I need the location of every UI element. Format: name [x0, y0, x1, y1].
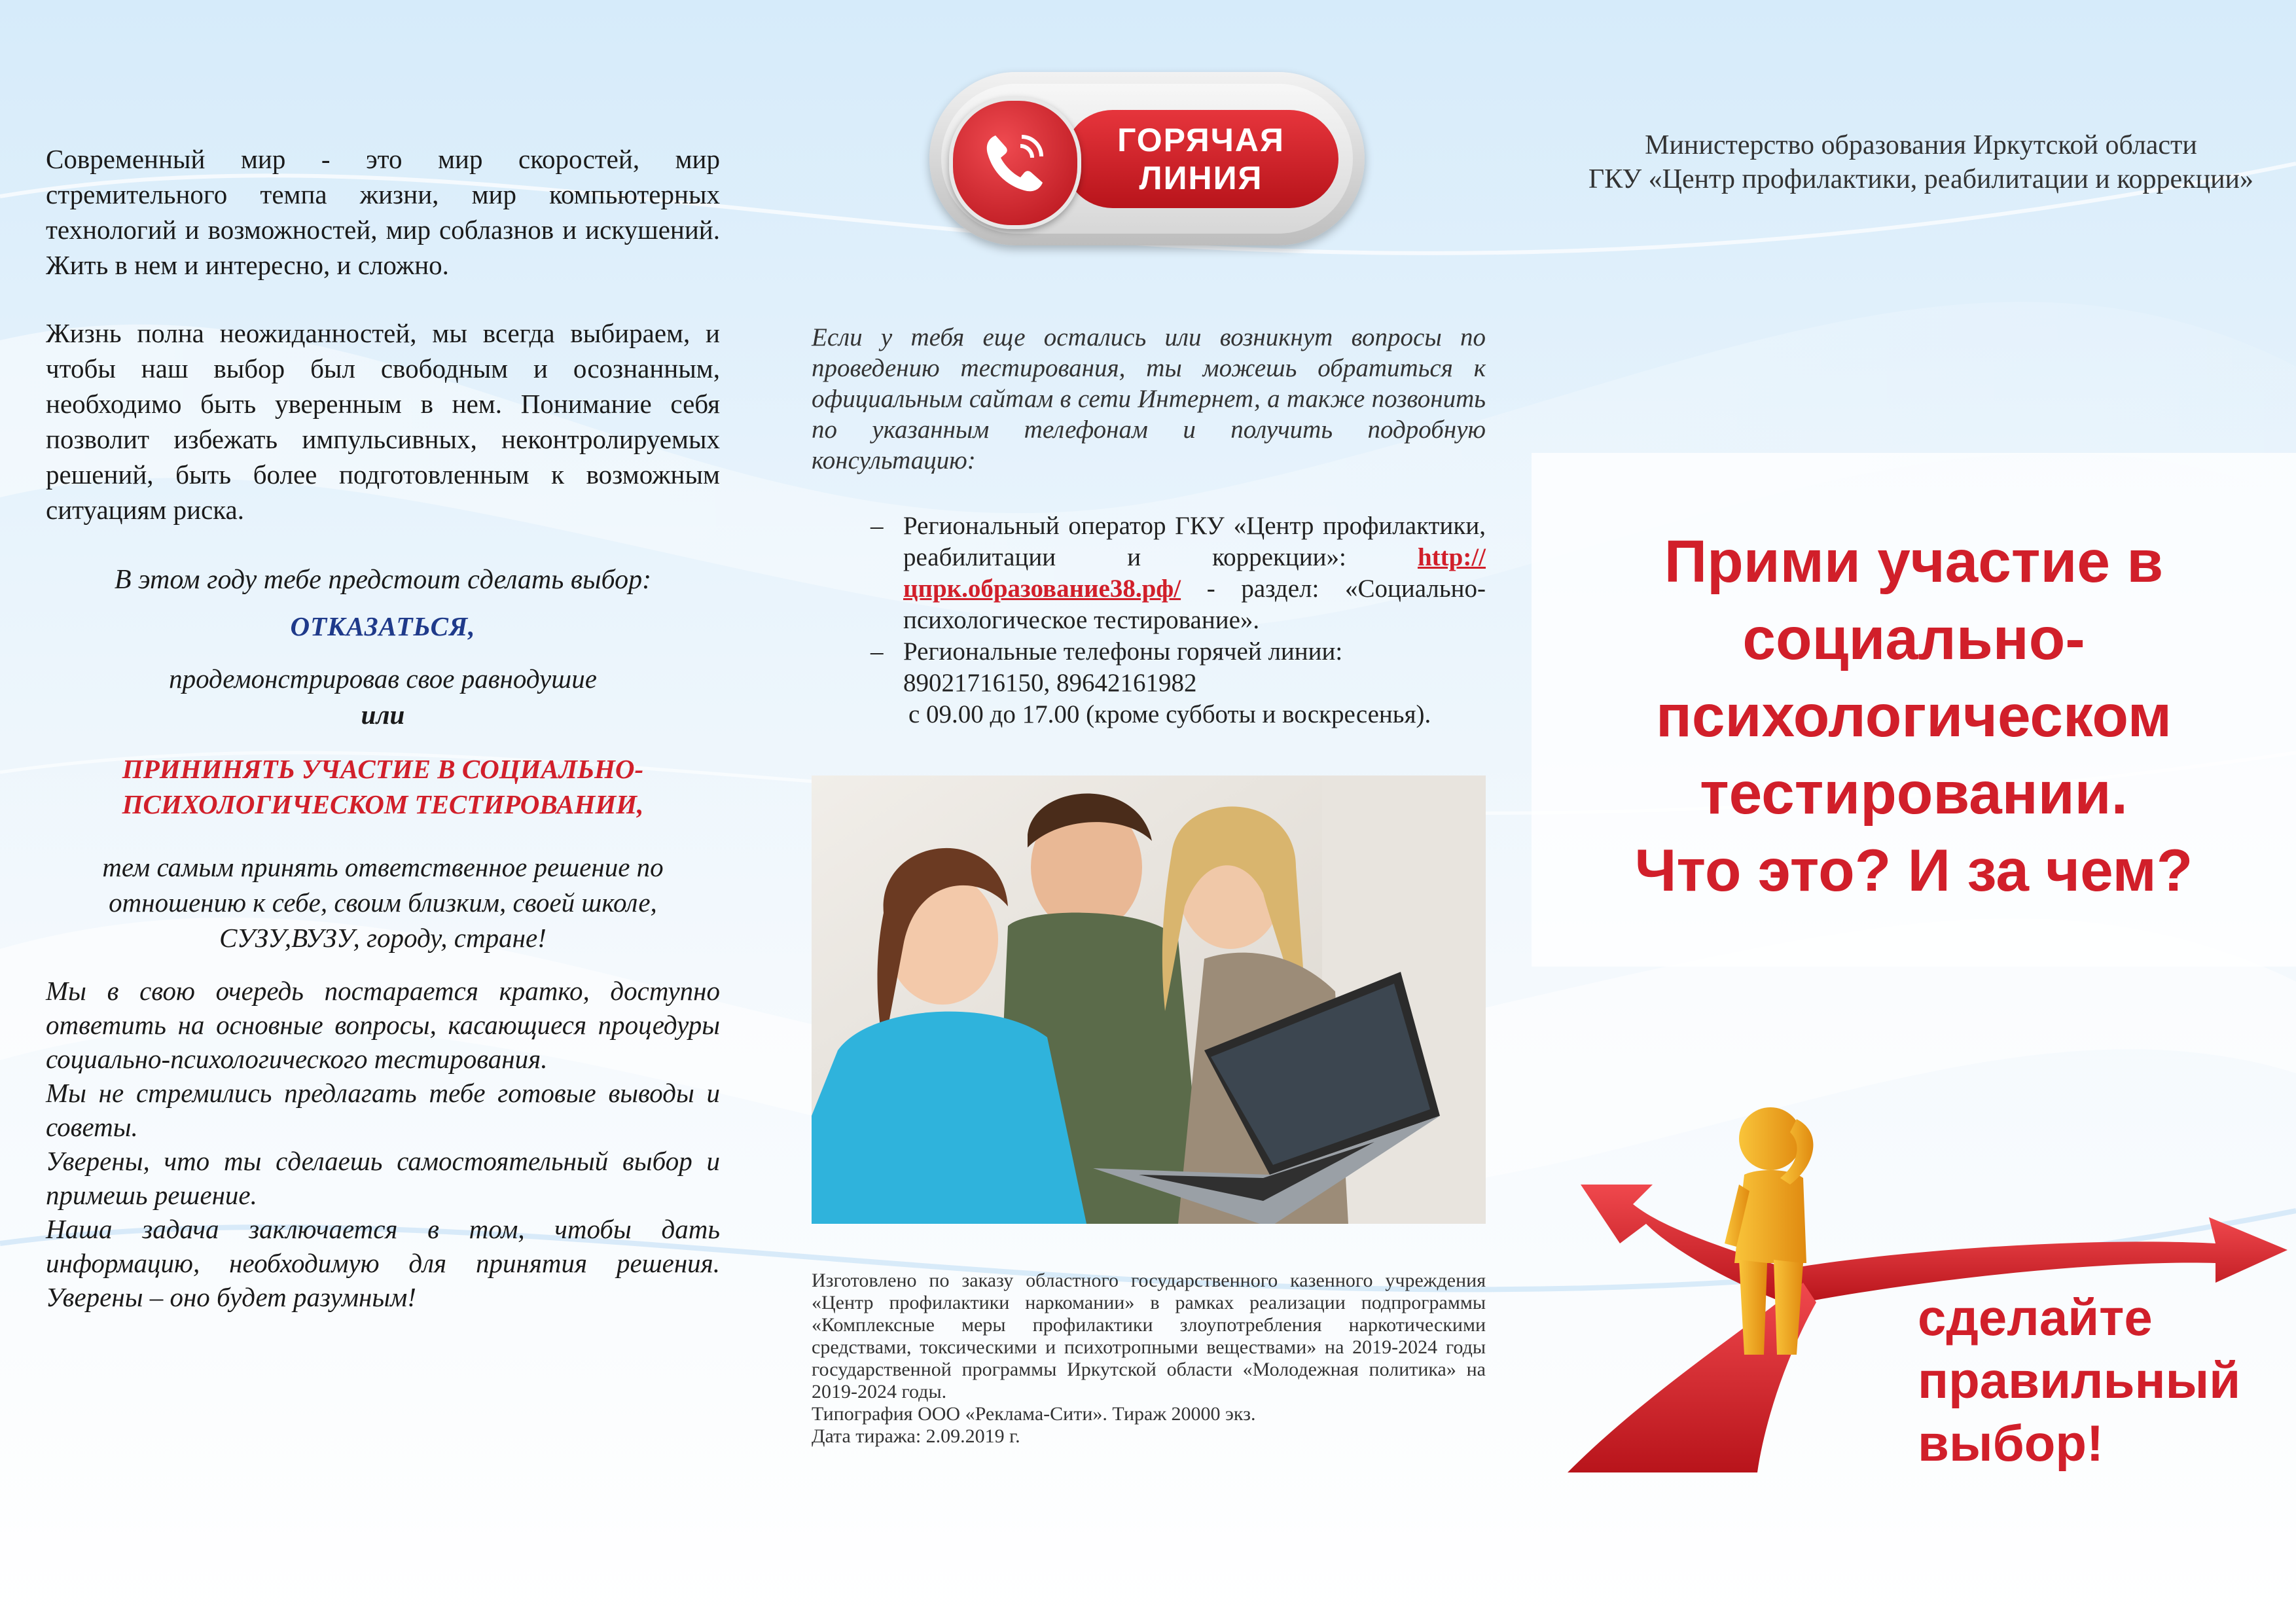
ministry-header — [1584, 128, 2258, 196]
hotline-title: Региональные телефоны горячей линии: — [903, 637, 1343, 666]
title-line: Прими участие в — [1664, 529, 2164, 595]
slogan-line: правильный — [1918, 1351, 2241, 1409]
option-participate: ПРИНИНЯТЬ УЧАСТИЕ В СОЦИАЛЬНО-ПСИХОЛОГИЧЕСКОМ ТЕСТИРОВАНИИ, — [122, 754, 644, 819]
contact-operator-text: Региональный оператор ГКУ «Центр профилактики, реабилитации и коррекции»: — [903, 512, 1486, 571]
colophon — [812, 1270, 1486, 1448]
center-name: ГКУ «Центр профилактики, реабилитации и коррекции» — [1588, 164, 2254, 194]
closing-line: Мы не стремились предлагать тебе готовые выводы и советы. — [46, 1078, 720, 1142]
choice-intro: В этом году тебе предстоит сделать выбор: — [114, 565, 652, 595]
option-refuse: ОТКАЗАТЬСЯ, — [290, 611, 476, 641]
middle-panel — [812, 0, 1486, 1623]
slogan — [1918, 1286, 2284, 1474]
contact-hotline: – Региональные телефоны горячей линии: 89021716150, 89642161982 с 09.00 до 17.00 (кроме субботы и воскресенья). — [870, 636, 1486, 730]
hotline-label-line1: ГОРЯЧАЯ — [1117, 122, 1285, 158]
title-line: тестировании. — [1700, 760, 2128, 827]
title-line: социально- — [1742, 606, 2085, 672]
closing-line: Мы в свою очередь постарается кратко, доступно ответить на основные вопросы, касающиеся процедуры социально-психологического тестирования. — [46, 976, 720, 1074]
colophon-date: Дата тиража: 2.09.2019 г. — [812, 1425, 1020, 1447]
closing-line: Наша задача заключается в том, чтобы дать информацию, необходимую для принятия решения. Уверены – оно будет разумным! — [46, 1214, 720, 1312]
slogan-line: выбор! — [1918, 1414, 2104, 1472]
students-photo — [812, 776, 1486, 1224]
contacts-intro: Если у тебя еще остались или возникнут вопросы по проведению тестирования, ты можешь обратиться к официальным сайтам в сети Интернет, а также позвонить по указанным телефонам и получить подробную консультацию: — [812, 323, 1486, 474]
hotline-label-line2: ЛИНИЯ — [1139, 160, 1263, 196]
option-refuse-desc: продемонстрировав свое равнодушие — [169, 664, 597, 694]
hotline-phones: 89021716150, 89642161982 — [903, 669, 1197, 697]
colophon-order: Изготовлено по заказу областного государственного казенного учреждения «Центр профилактики наркомании» в рамках реализации подпрограммы «Комплексные меры профилактики злоупотребления наркотическими средствами, токсическими и психотропными веществами» на 2019-2024 годы государственной программы Иркутской области «Молодежная политика» на 2019-2024 годы. — [812, 1270, 1486, 1402]
title-line: психологическом — [1655, 683, 2172, 749]
contact-operator: – Региональный оператор ГКУ «Центр профилактики, реабилитации и коррекции»: http://цпрк.образование38.рф/ - раздел: «Социально-психологическое тестирование». — [870, 512, 1486, 634]
contacts-list — [870, 510, 1486, 730]
ministry-name: Министерство образования Иркутской области — [1645, 130, 2197, 160]
left-panel — [46, 0, 720, 1623]
or-word: или — [361, 700, 405, 730]
closing-line: Уверены, что ты сделаешь самостоятельный выбор и примешь решение. — [46, 1146, 720, 1210]
hotline-hours: с 09.00 до 17.00 (кроме субботы и воскресенья). — [908, 700, 1431, 728]
hotline-label — [1064, 110, 1338, 208]
brochure-title — [1532, 524, 2296, 910]
right-panel — [1532, 0, 2296, 1623]
option-participate-desc: тем самым принять ответственное решение по отношению к себе, своим близким, своей школе, СУЗУ,ВУЗУ, городу, стране! — [102, 852, 664, 953]
colophon-printer: Типография ООО «Реклама-Сити». Тираж 20000 экз. — [812, 1403, 1256, 1425]
phone-icon — [949, 97, 1081, 229]
hotline-badge — [929, 72, 1365, 245]
operator-site-link[interactable]: http://цпрк.образование38.рф/ — [903, 543, 1486, 603]
intro-paragraph-1: Современный мир - это мир скоростей, мир стремительного темпа жизни, мир компьютерных технологий и возможностей, мир соблазнов и искушений. Жить в нем и интересно, и сложно. — [46, 144, 720, 280]
title-line: Что это? И за чем? — [1634, 838, 2193, 904]
intro-paragraph-2: Жизнь полна неожиданностей, мы всегда выбираем, и чтобы наш выбор был свободным и осознанным, необходимо быть уверенным в нем. Понимание себя позволит избежать импульсивных, неконтролируемых решений, быть более подготовленным к возможным ситуациям риска. — [46, 318, 720, 525]
contact-operator-section: - раздел: «Социально-психологическое тестирование». — [903, 575, 1486, 634]
closing-text — [46, 974, 720, 1314]
slogan-line: сделайте — [1918, 1289, 2153, 1346]
